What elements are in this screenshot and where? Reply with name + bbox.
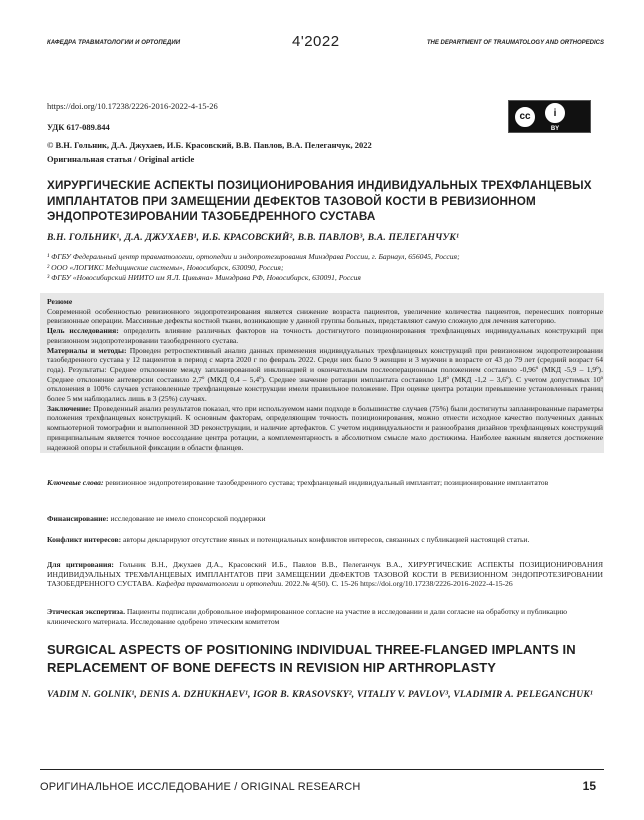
aim-label: Цель исследования: [47,326,119,336]
by-block [543,101,567,132]
conclusion-label: Заключение: [47,403,92,413]
article-type: Оригинальная статья / Original article [47,154,195,164]
authors-en: VADIM N. GOLNIK¹, DENIS A. DZHUKHAEV¹, IGOR B. KRASOVSKY², VITALIY V. PAVLOV³, VLADIMIR A. PELEGANCHUK¹ [47,690,593,700]
affiliation-2: ² ООО «ЛОГИКС Медицинские системы», Новосибирск, 630090, Россия; [47,262,284,272]
keywords-text: ревизионное эндопротезирование тазобедренного сустава; трехфланцевый индивидуальный имплантат; позиционирование имплантатов [103,478,549,487]
affiliations [47,252,607,284]
methods-text: Проведен ретроспективный анализ данных применения индивидуальных трехфланцевых конструкций при ревизионном эндопротезировании тазобедренного сустава у 12 пациентов в период с марта 2020 г по февраль 2022. Среди них было 9 женщин и 3 мужчин в возрасте от 43 до 79 лет (средний возраст 64 года). Результаты: Среднее отклонение между запланированной инклинацией и окончательным послеоперационным положением составило -0,96º (МКД -5,9 – 1,9º). Среднее отклонение антеверсии составило 2,7º (МКД 0,4 – 5,4º). Среднее значение ротации имплантата составило 1,8º (МКД -1,2 – 3,6º). С учетом допустимых 10º отклонения в 100% случаев установленные трехфланцевые конструкции имели правильное положение. При оценке центра ротации превышение установленных границ более 5 мм наблюдались лишь в 3 (25%) случаях. [47,345,603,404]
authors-ru: В.Н. ГОЛЬНИК¹, Д.А. ДЖУХАЕВ¹, И.Б. КРАСОВСКИЙ², В.В. ПАВЛОВ³, В.А. ПЕЛЕГАНЧУК¹ [47,233,460,243]
article-title-en: SURGICAL ASPECTS OF POSITIONING INDIVIDUAL THREE-FLANGED IMPLANTS IN REPLACEMENT OF BONE DEFECTS IN REVISION HIP ARTHROPLASTY [47,642,576,675]
citation-text: Гольник В.Н., Джухаев Д.А., Красовский И.Б., Павлов В.В., Пелеганчук В.А., ХИРУРГИЧЕСКИЕ АСПЕКТЫ ПОЗИЦИОНИРОВАНИЯ ИНДИВИДУАЛЬНЫХ ТРЕХФЛАНЦЕВЫХ ИМПЛАНТАТОВ ПРИ ЗАМЕЩЕНИИ ДЕФЕКТОВ ТАЗОВОЙ КОСТИ В РЕВИЗИОННОМ ЭНДОПРОТЕЗИРОВАНИИ ТАЗОБЕДРЕННОГО СУСТАВА. [47,560,604,589]
affiliation-3: ³ ФГБУ «Новосибирский НИИТО им Я.Л. Цивьяна» Минздрава РФ, Новосибирск, 630091, Россия [47,273,361,282]
conclusion-text: Проведенный анализ результатов показал, что при используемом нами подходе в большинстве случаев (75%) были достигнуты запланированные параметры положения трехфланцевых конструкций. К основным факторам, определяющим точность позиционирования, можно отнести исходное качество полученных данных компьютерной томографии и выполненной 3D реконструкции, и наличие артефактов. С учетом индивидуальности и разнообразия дизайнов трехфланцевых конструкций принципиальным является точное воссоздание центра ротации, а комплементарность в абсолютном смысле мало достижима. Наиболее важным является достижение надежной опоры и стабильной фиксации в области фланцев. [47,403,603,452]
page-number: 15 [582,779,596,793]
cc-by-license-badge[interactable] [508,100,591,133]
conflict-text: авторы декларируют отсутствие явных и потенциальных конфликтов интересов, связанных с публикацией настоящей статьи. [121,535,530,544]
by-label: BY [550,126,560,132]
affiliation-1: ¹ ФГБУ Федеральный центр травматологии, ортопедии и эндопротезирования Минздрава России, г. Барнаул, 656045, Россия; [47,252,460,261]
article-title-ru: ХИРУРГИЧЕСКИЕ АСПЕКТЫ ПОЗИЦИОНИРОВАНИЯ ИНДИВИДУАЛЬНЫХ ТРЕХФЛАНЦЕВЫХ ИМПЛАНТАТОВ ПРИ ЗАМЕЩЕНИИ ДЕФЕКТОВ ТАЗОВОЙ КОСТИ В РЕВИЗИОННОМ ЭНДОПРОТЕЗИРОВАНИИ ТАЗОБЕДРЕННОГО СУСТАВА [47,179,592,223]
footer-section-label: ОРИГИНАЛЬНОЕ ИССЛЕДОВАНИЕ / ORIGINAL RESEARCH [40,781,361,793]
doi-link[interactable]: https://doi.org/10.17238/2226-2016-2022-4-15-26 [47,101,218,111]
abstract-heading: Резюме [47,297,73,306]
citation-label: Для цитирования: [47,560,114,569]
udk-code: УДК 617-089.844 [47,122,110,132]
running-header-right: THE DEPARTMENT OF TRAUMATOLOGY AND ORTHOPEDICS [426,40,604,46]
citation-journal: Кафедра травматологии и ортопедии. [155,579,284,589]
abstract-aim [47,326,603,345]
cc-icon: cc [513,105,537,129]
abstract [47,297,603,452]
footer-divider [40,769,604,770]
citation [47,560,603,589]
abstract-methods [47,346,603,404]
aim-text: определить влияние различных факторов на точность достигнутого позиционирования трехфланцевых индивидуальных конструкций при ревизионном эндопротезировании тазобедренного сустава. [47,326,603,345]
conflict-of-interest [47,535,603,544]
keywords-label: Ключевые слова: [47,478,104,487]
abstract-intro: Современной особенностью ревизионного эндопротезирования является снижение возраста пациентов, увеличение количества пациентов, перенесших повторные ревизионные операции. Массивные дефекты костной ткани, возникающие у данной группы больных, представляют самую сложную для лечения категорию. [47,306,603,326]
conflict-label: Конфликт интересов: [47,535,122,544]
running-header-left: КАФЕДРА ТРАВМАТОЛОГИИ И ОРТОПЕДИИ [47,40,181,46]
ethics-text: Пациенты подписали добровольное информированное согласие на участие в исследовании и дали согласие на обработку и публикацию клинического материала. Исследование одобрено этическим комитетом [47,607,568,626]
keywords [47,478,603,488]
funding-text: исследование не имело спонсорской поддержки [108,514,266,523]
ethics-statement [47,607,603,626]
methods-label: Материалы и методы: [47,345,127,355]
funding [47,514,603,523]
copyright-line: © В.Н. Гольник, Д.А. Джухаев, И.Б. Красовский, В.В. Павлов, В.А. Пелеганчук, 2022 [47,140,372,150]
citation-tail: 2022.№ 4(50). С. 15-26 https://doi.org/10.17238/2226-2016-2022-4-15-26 [283,579,513,589]
abstract-conclusion [47,404,603,453]
ethics-label: Этическая экспертиза. [47,607,125,616]
attribution-person-icon: i [543,101,567,125]
funding-label: Финансирование: [47,514,109,523]
issue-number: 4'2022 [292,33,340,50]
